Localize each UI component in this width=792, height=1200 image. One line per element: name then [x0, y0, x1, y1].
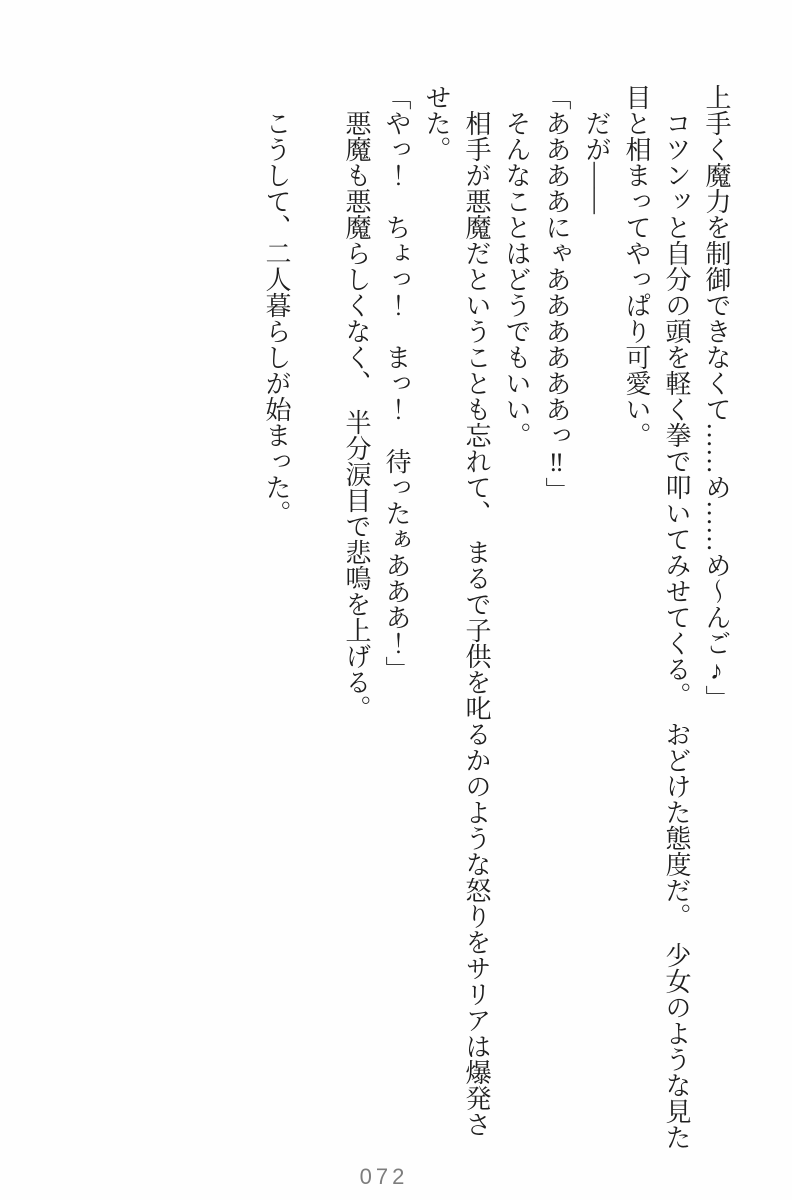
- text-column: 目と相まってやっぱり可愛い。: [622, 84, 651, 448]
- text-column: コツンッと自分の頭を軽く拳で叩いてみせてくる。 おどけた態度だ。 少女のような見た: [662, 110, 691, 1150]
- text-column: 相手が悪魔だということも忘れて、 まるで子供を叱るかのような怒りをサリアは爆発さ: [462, 110, 491, 1137]
- page-text-block: [256, 84, 736, 1154]
- text-column: 悪魔も悪魔らしくなく、 半分涙目で悲鳴を上げる。: [342, 110, 371, 721]
- text-column: そんなことはどうでもいい。: [502, 110, 531, 448]
- text-column: 「やっ！ ちょっ！ まっ！ 待ったぁあああ！」: [382, 84, 411, 682]
- text-column: 上手く魔力を制御できなくて……め……め〜んご♪」: [702, 84, 731, 711]
- text-column: こうして、二人暮らしが始まった。: [262, 110, 291, 526]
- text-column: 「ああああにゃああああああっ‼」: [542, 84, 571, 503]
- text-column: だが――: [582, 110, 611, 214]
- page-number: 072: [359, 1164, 409, 1189]
- text-column: せた。: [422, 84, 451, 162]
